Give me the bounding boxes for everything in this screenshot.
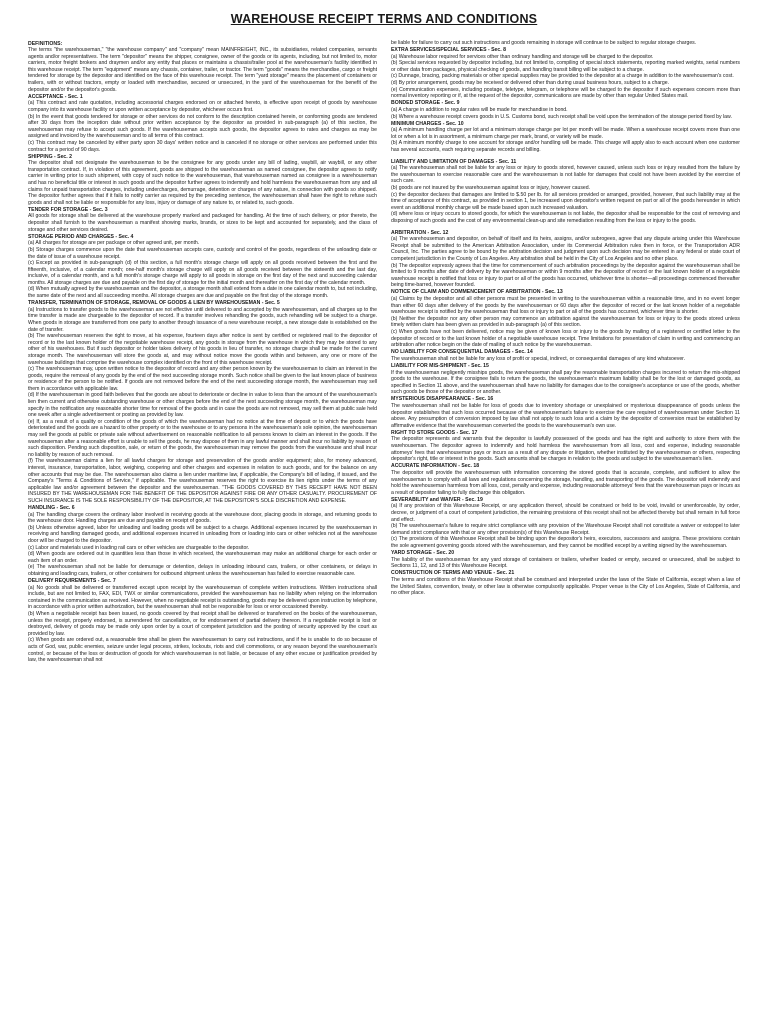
paragraph: (c) When goods are ordered out, a reasonable time shall be given the warehouseman to carry out instructions, and if he is unable to do so because of acts of God, war, public enemies, seizure under legal process, strikes, lockouts, riots and civil commotions, or any reason beyond the warehouseman's control, or because of the loss or destruction of goods for which warehouseman is not liable, or because of any other excuse or justification provided by law, the warehouseman shall not (28, 637, 377, 664)
paragraph: (e) Communication expenses, including postage, teletype, telegram, or telephone will be charged to the depositor if such expenses concern more than normal inventory reporting or if, at the request of the depositor, communications are made by other than regular United States mail. (391, 86, 740, 100)
section-heading: SEVERABILITY and WAIVER - Sec. 19 (391, 496, 483, 503)
paragraph: (a) This contract and rate quotation, including accessorial charges endorsed on or attached hereto, is effective upon receipt of goods by warehouse company into its warehouse facility or upon written acceptance by depositor, whichever occurs first. (28, 100, 377, 113)
paragraph: (c) The warehouseman may, upon written notice to the depositor of record and any other person known by the warehouseman to claim an interest in the goods, require the removal of any goods by the end of the next succeeding storage month. Such notice shall be given to the last known place of business or residence of the person to be notified. If goods are not removed before the end of the next succeeding storage month, the warehouseman may sell them in accordance with applicable law. (28, 366, 377, 392)
paragraph: (b) Special services requested by depositor including, but not limited to, compiling of special stock statements, reporting marked weights, serial numbers or other data from packages, physical checking of goods, and handling transit billing will be subject to a charge. (391, 60, 740, 73)
paragraph: (d) If the warehouseman in good faith believes that the goods are about to deteriorate or decline in value to less than the amount of the warehouseman's lien then current and otherwise outstanding warehouse or other charges before the end of the next succeeding storage month, the warehouseman may specify in the notification any reasonable shorter time for removal of the goods and in case the goods are not removed, may sell them at public sale held one week after a single advertisement or posting as provided by law. (28, 392, 377, 419)
paragraph: (b) Where a warehouse receipt covers goods in U.S. Customs bond, such receipt shall be void upon the termination of the storage period fixed by law. (391, 113, 732, 120)
paragraph: (b) When a negotiable receipt has been issued, no goods covered by that receipt shall be delivered or transferred on the books of the warehouseman, unless the receipt, properly endorsed, is surrendered for cancellation, or for endorsement of partial delivery thereon. If a negotiable receipt is lost or destroyed, delivery of goods may be made only upon order by a court of competent jurisdiction and the posting of security approved by the court as provided by law. (28, 611, 377, 637)
section-heading: EXTRA SERVICES/SPECIAL SERVICES - Sec. 8 (391, 47, 506, 54)
paragraph: (a) Claims by the depositor and all other persons must be presented in writing to the warehouseman within a reasonable time, and in no event longer than either 60 days after delivery of the goods by the warehouseman or 60 days after the depositor of record or the last known holder of a negotiable warehouse receipt is notified by the warehouseman that loss or injury to part or all of the goods has occurred, whichever time is shorter. (391, 295, 740, 316)
paragraph: (c) Labor and materials used in loading rail cars or other vehicles are chargeable to the depositor. (28, 544, 250, 551)
paragraph: The warehouseman shall not be liable for any loss of profit or special, indirect, or consequential damages of any kind whatsoever. (391, 355, 686, 362)
paragraph: (d) By prior arrangement, goods may be received or delivered other than during usual business hours, subject to a charge. (391, 80, 670, 87)
paragraph: (a) A minimum handling charge per lot and a minimum storage charge per lot per month will be made. When a warehouse receipt covers more than one lot or when a lot is in assortment, a minimum charge per mark, brand, or variety will be made. (391, 127, 740, 140)
paragraph: The terms "the warehouseman," "the warehouse company" and "company" mean MAINFREIGHT, INC., its subsidiaries, related companies, servants agents and/or representatives. The term "depositor" means the shipper, consignee, owner of the goods or its agents, including, but not limited to, motor carriers, motor freight brokers and draymen and/or any entity that places or maintains a chassis/trailer pool at the warehouseman's facility identified in this warehouse receipt. The term "equipment" means any chassis, container, trailer, or tractor. The term "goods" means the merchandise, cargo or freight tendered for storage by the depositor and identified on the face of this warehouse receipt. The term "yard storage" means the placement of containers or trailers, with or without tractors, empty or loaded with merchandise, secured or unsecured, in the yard of the warehouseman for the benefit of the depositor and/or the depositor's goods. (28, 47, 377, 93)
paragraph: All goods for storage shall be delivered at the warehouse properly marked and packaged for handling. At the time of such delivery, or prior thereto, the depositor shall furnish to the warehouseman a manifest showing marks, brands, or sizes to be kept and accounted for separately, and the class of storage and other services desired. (28, 213, 377, 233)
section-heading: TRANSFER, TERMINATION OF STORAGE, REMOVAL OF GOODS & LIEN BY WAREHOUSEMAN - Sec. 5 (28, 300, 280, 307)
paragraph: (f) The warehouseman claims a lien for all lawful charges for storage and preservation of the goods and/or equipment; also, for money advanced, interest, insurance, transportation, labor, weighing, coopering and other charges and expenses in relation to such goods, and for the balance on any other accounts that may be due. The warehouseman also claims a lien under maritime law, if applicable, the Company's bill of lading, if issued, and the Company's "Terms & Conditions of Service," if applicable. The warehouseman reserves the right to exercise its lien rights under the terms of any applicable law and/or agreement between the depositor and the warehouseman. "THE GOODS COVERED BY THIS RECEIPT HAVE NOT BEEN INSURED BY THE WAREHOUSEMAN FOR THE BENEFIT OF THE DEPOSITOR AGAINST FIRE OR ANY OTHER CASUALTY. PROCUREMENT OF SUCH INSURANCE IS THE SOLE RESPONSIBILITY OF THE DEPOSITOR, AT THE DEPOSITOR'S SOLE DISCRETION AND EXPENSE. (28, 458, 377, 504)
left-column (28, 40, 377, 664)
page-title: WAREHOUSE RECEIPT TERMS AND CONDITIONS (230, 12, 538, 26)
section-heading: ACCEPTANCE - Sec. 1 (28, 93, 83, 100)
paragraph: The terms and conditions of this Warehouse Receipt shall be construed and interpreted under the laws of the State of California, except when a law of the United States, convention, treaty, or other law is otherwise compulsorily applicable. Proper venue is the City of Los Angeles, State of California, and no other place. (391, 576, 740, 597)
section-heading: LIABILITY AND LIMITATION OF DAMAGES - Sec. 11 (391, 158, 517, 165)
paragraph: (d) When goods are ordered out in quantities less than those in which received, the warehouseman may make an additional charge for each order or each item of an order. (28, 551, 377, 564)
paragraph: The liability of the warehouseman for any yard storage of containers or trailers, whether loaded or empty, secured or unsecured, shall be subject to Sections 11, 12, and 13 of this Warehouse Receipt. (391, 556, 740, 570)
paragraph: (c) The provisions of this Warehouse Receipt shall be binding upon the depositor's heirs, executors, successors and assigns. These provisions contain the sole agreement governing goods stored with the warehouseman, and they cannot be modified except by a writing signed by the warehouseman. (391, 536, 740, 549)
right-column (391, 40, 740, 664)
paragraph: (d) When mutually agreed by the warehouseman and the depositor, a storage month shall extend from a date in one calendar month to, but not including, the same date of the next and all succeeding months. All storage charges are due and payable on the first day of the storage month. (28, 286, 377, 300)
paragraph: (e) If, as a result of a quality or condition of the goods of which the warehouseman had no notice at the time of deposit or to which the goods have deteriorated and the goods are a hazard to other property or to the warehouse or to any persons in the warehouseman's sole opinion, the warehouseman may sell the goods at public or private sale without advertisement on reasonable notification to all persons known to claim an interest in the goods. If the warehouseman after a reasonable effort is unable to sell the goods, he may dispose of them in any lawful manner and shall incur no liability by reason of such disposition. Pending such disposition, sale, or return of the goods, the warehouseman may remove the goods from the warehouse and shall incur no liability by reason of such removal. (28, 418, 377, 458)
section-heading: RIGHT TO STORE GOODS - Sec. 17 (391, 429, 478, 436)
paragraph: The depositor shall not designate the warehouseman to be the consignee for any goods under any bill of lading, waybill, air waybill, or any other transportation contract. If, in violation of this agreement, goods are shipped to the warehouseman as named consignee, the depositor agrees to notify carrier in writing prior to such shipment, with copy of such notice to the warehouseman, that warehouseman named as consignee is a warehouseman and has no beneficial title or interest in such goods and the depositor further agrees to indemnify and hold harmless the warehouseman from any and all claims for unpaid transportation charges, including undercharges, demurrage, detention or charges of any nature, in connection with goods so shipped. The depositor further agrees that if it fails to notify carrier as required by the preceding sentence, the warehouseman shall have the right to refuse such goods and shall not be liable or responsible for any loss, injury or damage of any nature to, or related to, such goods. (28, 160, 377, 206)
paragraph: (b) Unless otherwise agreed, labor for unloading and loading goods will be subject to a charge. Additional expenses incurred by the warehouseman in receiving and handling damaged goods, and additional expenses incurred in unloading from or loading into cars or other vehicles not at the warehouse door will be charged to the depositor. (28, 524, 377, 545)
paragraph: (c) This contract may be canceled by either party upon 30 days' written notice and is canceled if no storage or other services are performed under this contract for a period of 90 days. (28, 139, 377, 153)
section-heading: NOTICE OF CLAIM AND COMMENCEMENT OF ARBITRATION - Sec. 13 (391, 289, 563, 296)
section-heading: SHIPPING - Sec. 2 (28, 153, 72, 160)
section-heading: NO LIABILITY FOR CONSEQUENTIAL DAMAGES - Sec. 14 (391, 349, 533, 356)
section-heading: DELIVERY REQUIREMENTS - Sec. 7 (28, 578, 116, 585)
section-heading: ACCURATE INFORMATION - Sec. 18 (391, 463, 480, 470)
paragraph: (c) Except as provided in sub-paragraph (d) of this section, a full month's storage charge will apply on all goods received between the first and the fifteenth, inclusive, of a calendar month; one-half month's storage charge will apply on all goods received between the sixteenth and the last day, inclusive, of a calendar month, and a full month's storage charge will apply to all goods in storage on the first day of the next and succeeding calendar months. All storage charges are due and payable on the first day of storage for the initial month and thereafter on the first day of the calendar month. (28, 260, 377, 286)
paragraph: (d) where loss or injury occurs to stored goods, for which the warehouseman is not liable, the depositor shall be responsible for the cost of removing and disposing of such goods and the cost of any environmental clean-up and site remediation resulting from the loss or injury to the goods. (391, 211, 740, 224)
paragraph: The warehouseman shall not be liable for loss of goods due to inventory shortage or unexplained or mysterious disappearance of goods unless the depositor establishes that such loss occurred because of the warehouseman's failure to exercise the care required of warehouseman under Section 11 above. Any presumption of conversion imposed by law shall not apply to such loss and a claim by the depositor of conversion must be established by affirmative evidence that the warehouseman converted the goods to the warehouseman's own use. (391, 402, 740, 429)
paragraph: (c) the depositor declares that damages are limited to $.50 per lb. for all services provided or arranged, provided, however, that such liability may at the time of acceptance of this contract, as provided in section 1, be increased upon depositor's written request on part or all of the goods hereunder in which event an additional monthly charge will be made based upon such increased valuation. (391, 191, 740, 211)
paragraph: (b) Neither the depositor nor any other person may commence an arbitration against the warehouseman for loss or injury to the goods stored unless timely written claim has been given as provided in sub-paragraph (a) of this section. (391, 315, 740, 329)
section-heading: STORAGE PERIOD AND CHARGES - Sec. 4 (28, 233, 134, 240)
paragraph: The depositor will provide the warehouseman with information concerning the stored goods that is accurate, complete, and sufficient to allow the warehouseman to comply with all laws and regulations concerning the storage, handling, and transporting of the goods. The depositor will indemnify and hold the warehouseman harmless from all loss, cost, penalty and expense, including reasonable attorneys' fees that the warehouseman pays or incurs as a result of depositor failing to fully discharge this obligation. (391, 469, 740, 496)
paragraph: (b) In the event that goods tendered for storage or other services do not conform to the description contained herein, or conforming goods are tendered after 30 days from the inception date without prior written acceptance by the depositor as provided in sub-paragraph (a) of this section, the warehouseman may refuse to accept such goods. If the warehouseman accepts such goods, the depositor agrees to rates and charges as may be assigned and invoiced by the warehouseman and to all terms of this contract. (28, 113, 377, 140)
paragraph: (a) The warehouseman shall not be liable for any loss or injury to goods stored, however caused, unless such loss or injury resulted from the failure by the warehouseman to exercise reasonable care and the warehouseman is not liable for damages that could not have been avoided by the exercise of such care. (391, 165, 740, 185)
paragraph: (a) All charges for storage are per package or other agreed unit, per month. (28, 240, 200, 247)
paragraph: (e) The warehouseman shall not be liable for demurrage or detention, delays in unloading inbound cars, trailers, or other containers, or delays in obtaining and loading cars, trailers, or other containers for outbound shipment unless the warehouseman has failed to exercise reasonable care. (28, 564, 377, 577)
paragraph: (b) The warehouseman's failure to require strict compliance with any provision of the Warehouse Receipt shall not constitute a waiver or estoppel to later demand strict compliance with that or any other provision(s) of this Warehouse Receipt. (391, 523, 740, 536)
two-column-body (28, 40, 740, 664)
section-heading: TENDER FOR STORAGE - Sec. 3 (28, 206, 108, 213)
paragraph: If the warehouseman negligently misships goods, the warehouseman shall pay the reasonable transportation charges incurred to return the mis-shipped goods to the warehouse. If the consignee fails to return the goods, the warehouseman's maximum liability shall be for the lost or damaged goods, as specified in Section 11 above, and the warehouseman shall have no liability for damages due to the consignee's acceptance or use of the goods, whether such goods be those of the depositor or another. (391, 369, 740, 396)
paragraph: (a) Warehouse labor required for services other than ordinary handling and storage will be charged to the depositor. (391, 53, 654, 60)
section-heading: BONDED STORAGE - Sec. 9 (391, 100, 460, 107)
paragraph: The depositor represents and warrants that the depositor is lawfully possessed of the goods and has the right and authority to store them with the warehouseman. The depositor agrees to indemnify and hold harmless the warehouseman from all loss, cost and expense, including reasonable attorneys' fees that warehouseman pays or incurs as a result of any dispute or litigation, whether instituted by the warehouseman or others, respecting depositor's right, title or interest in the goods. Such amounts shall be charges in relation to the goods and subject to the warehouseman's lien. (391, 436, 740, 463)
section-heading: ARBITRATION - Sec. 12 (391, 229, 449, 236)
paragraph: (a) A charge in addition to regular rates will be made for merchandise in bond. (391, 106, 568, 113)
paragraph: (b) Storage charges commence upon the date that warehouseman accepts care, custody and control of the goods, regardless of the unloading date or the date of issue of a warehouse receipt. (28, 246, 377, 260)
paragraph: (b) The warehouseman reserves the right to move, at his expense, fourteen days after notice is sent by certified or registered mail to the depositor of record or to the last known holder of the negotiable warehouse receipt, any goods in storage from the warehouse in which they may be stored to any other of his warehouses. But if such depositor or holder takes delivery of his goods in lieu of transfer, no storage charge shall be made for the current storage month. The warehouseman will store the goods at, and may without notice move the goods within and between, any one or more of the warehouse buildings that comprise the warehouse complex identified on the front of this warehouse receipt. (28, 333, 377, 366)
paragraph: (c) When goods have not been delivered, notice may be given of known loss or injury to the goods by mailing of a registered or certified letter to the depositor of record or to the last known holder of a negotiable warehouse receipt. Time limitations for presentation of claim in writing and commencing an arbitration after notice begin on the date of mailing of such notice by the warehouseman. (391, 328, 740, 349)
paragraph: (b) The depositor expressly agrees that the time for commencement of such arbitration proceedings by the depositor against the warehouseman shall be limited to 9 months after date of delivery by the warehouseman or within 9 months after the depositor of record or the last known holder of a negotiable warehouse receipt is notified that loss or injury to part or all of the goods has occurred, whichever time is shorter—all proceedings commenced thereafter being time-barred, however founded. (391, 262, 740, 289)
paragraph: (a) The warehouseman and depositor, on behalf of itself and its heirs, assigns, and/or subrogees, agree that any dispute arising under this Warehouse Receipt shall be submitted to the American Arbitration Association, under its Commercial Arbitration rules then in force, or the Transportation ADR Council, Inc. The parties agree to be bound by the arbitration decision and judgment upon such decision may be entered in any federal or state court of competent jurisdiction in the County of Los Angeles. Any arbitration shall be held in the City of Los Angeles and no other place. (391, 236, 740, 262)
section-heading: LIABILITY FOR MIS-SHIPMENT - Sec. 15 (391, 362, 489, 369)
section-heading: MINIMUM CHARGES - Sec. 10 (391, 120, 464, 127)
paragraph: (b) goods are not insured by the warehouseman against loss or injury, however caused. (391, 184, 591, 191)
section-heading: YARD STORAGE - Sec. 20 (391, 550, 455, 557)
paragraph: (a) Instructions to transfer goods to the warehouseman are not effective until delivered to and accepted by the warehouseman, and all charges up to the time transfer is made are chargeable to the depositor of record. If a transfer involves rehandling the goods, such rehandling will be subject to a charge. When goods in storage are transferred from one party to another through issuance of a new warehouse receipt, a new storage date is established on the date of transfer. (28, 306, 377, 333)
paragraph: (c) Dunnage, bracing, packing materials or other special supplies may be provided to the depositor at a charge in addition to the warehouseman's cost. (391, 73, 734, 80)
section-heading: DEFINITIONS: (28, 40, 63, 47)
paragraph: (b) A minimum monthly charge to one account for storage and/or handling will be made. This charge will apply also to each account when one customer has several accounts, each requiring separate records and billing. (391, 140, 740, 153)
section-heading: MYSTERIOUS DISAPPEARANCE - Sec. 16 (391, 396, 494, 403)
paragraph: (a) No goods shall be delivered or transferred except upon receipt by the warehouseman of complete written instructions. Written instructions shall include, but are not limited to, FAX, EDI, TWX or similar communications, provided the warehouseman has no liability when relying on the information contained in the communication as received. However, when no negotiable receipt is outstanding, goods may be delivered upon instruction by telephone, in accordance with a prior written authorization, but the warehouseman shall not be responsible for loss or error occasioned thereby. (28, 584, 377, 611)
paragraph: (a) If any provision of this Warehouse Receipt, or any application thereof, should be construed or held to be void, invalid or unenforceable, by order, decree, or judgment of a court of competent jurisdiction, the remaining provisions of this receipt shall not be affected thereby but shall remain in full force and effect. (391, 503, 740, 523)
section-heading: CONSTRUCTION OF TERMS AND VENUE - Sec. 21 (391, 570, 515, 577)
section-heading: HANDLING - Sec. 6 (28, 505, 75, 512)
paragraph: be liable for failure to carry out such instructions and goods remaining in storage will continue to be subject to regular storage charges. (391, 40, 697, 46)
paragraph: (a) The handling charge covers the ordinary labor involved in receiving goods at the warehouse door, placing goods in storage, and returning goods to the warehouse door. Handling charges are due and payable on receipt of goods. (28, 511, 377, 525)
